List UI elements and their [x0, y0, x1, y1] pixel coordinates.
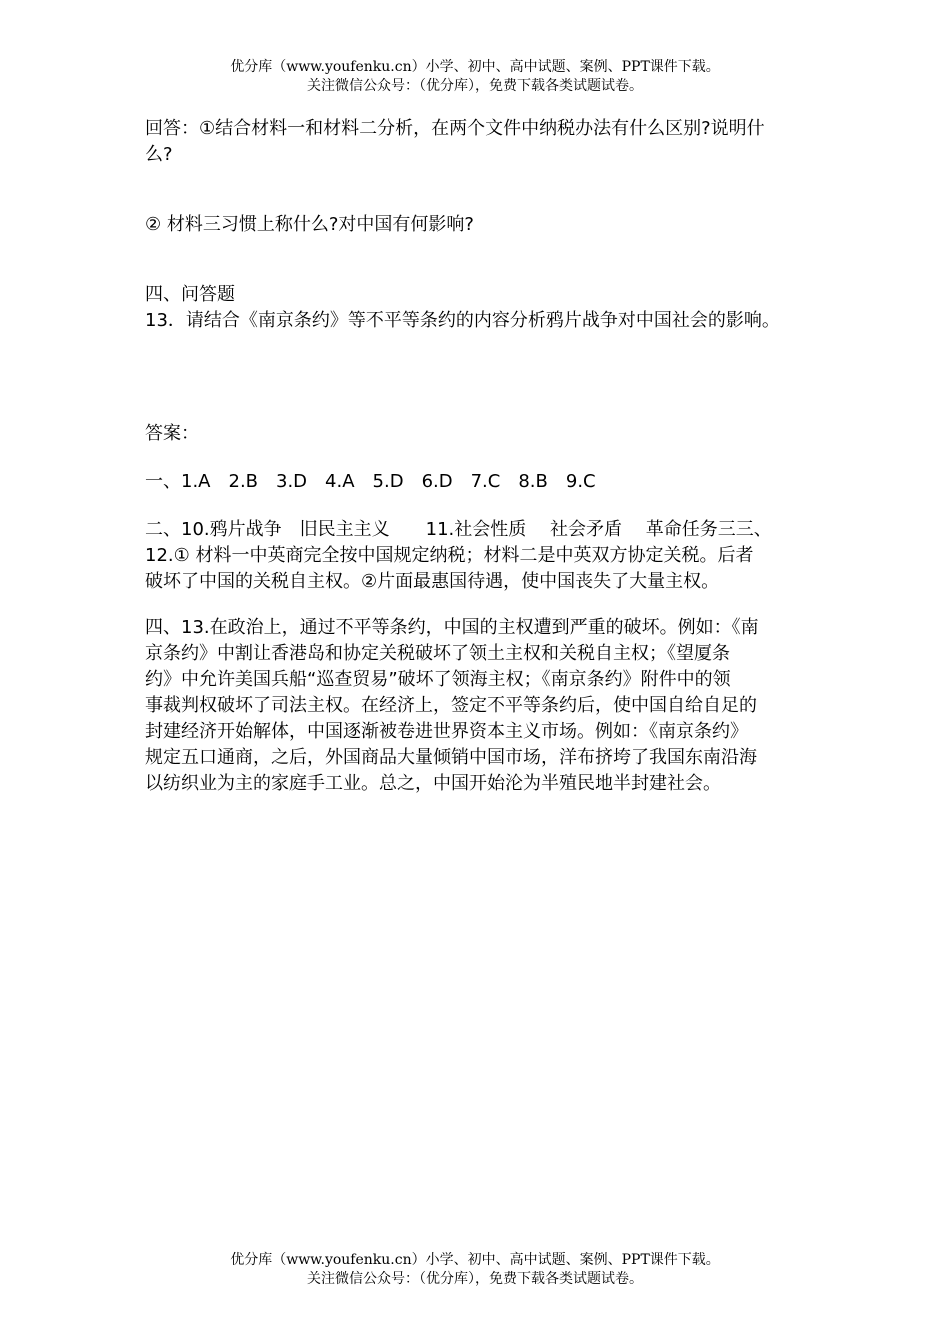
section-4-title: 四、问答题 [145, 284, 235, 305]
footer-line-2: 关注微信公众号：（优分库），免费下载各类试题试卷。 [307, 1271, 643, 1287]
question-1-line-2: 么? [145, 144, 173, 165]
answers-part-4-line: 以纺织业为主的家庭手工业。总之，中国开始沦为半殖民地半封建社会。 [145, 773, 721, 794]
question-1 [145, 116, 813, 168]
answers-part-4-line: 封建经济开始解体，中国逐渐被卷进世界资本主义市场。例如：《南京条约》 [145, 721, 748, 742]
answers-part-4-line: 约》中允许美国兵船“巡查贸易”破坏了领海主权；《南京条约》附件中的领 [145, 669, 731, 690]
page-header [0, 58, 950, 96]
section-4 [145, 282, 813, 334]
footer-line-1: 优分库（www.youfenku.cn）小学、初中、高中试题、案例、PPT课件下载。 [230, 1252, 720, 1268]
answers-part-4 [145, 615, 813, 797]
question-1-line-1: 回答：①结合材料一和材料二分析，在两个文件中纳税办法有什么区别?说明什 [145, 118, 765, 139]
answers-part-4-line: 规定五口通商，之后，外国商品大量倾销中国市场，洋布挤垮了我国东南沿海 [145, 747, 757, 768]
answers-part-4-line: 京条约》中割让香港岛和协定关税破坏了领土主权和关税自主权；《望厦条 [145, 643, 730, 664]
header-line-2: 关注微信公众号：（优分库），免费下载各类试题试卷。 [307, 78, 643, 94]
page-footer [0, 1251, 950, 1289]
answers-part-2-line-3: 破坏了中国的关税自主权。②片面最惠国待遇，使中国丧失了大量主权。 [145, 571, 720, 592]
question-13: 13．请结合《南京条约》等不平等条约的内容分析鸦片战争对中国社会的影响。 [145, 310, 780, 331]
header-line-1: 优分库（www.youfenku.cn）小学、初中、高中试题、案例、PPT课件下载。 [230, 59, 720, 75]
answers-title [145, 421, 813, 447]
answers-part-2-line-1: 二、10.鸦片战争 旧民主主义 11.社会性质 社会矛盾 革命任务三三、 [145, 519, 772, 540]
answers-part-4-line: 四、13.在政治上，通过不平等条约，中国的主权遭到严重的破坏。例如：《南 [145, 617, 759, 638]
answers-part-2 [145, 517, 813, 595]
answers-title-text: 答案： [145, 423, 199, 444]
answers-part-1 [145, 469, 813, 495]
question-2-text: ② 材料三习惯上称什么?对中国有何影响? [145, 214, 474, 235]
answers-part-2-line-2: 12.① 材料一中英商完全按中国规定纳税；材料二是中英双方协定关税。后者 [145, 545, 754, 566]
answers-part-4-line: 事裁判权破坏了司法主权。在经济上，签定不平等条约后，使中国自给自足的 [145, 695, 757, 716]
question-2 [145, 212, 813, 238]
answers-part-1-text: 一、1.A 2.B 3.D 4.A 5.D 6.D 7.C 8.B 9.C [145, 471, 596, 492]
